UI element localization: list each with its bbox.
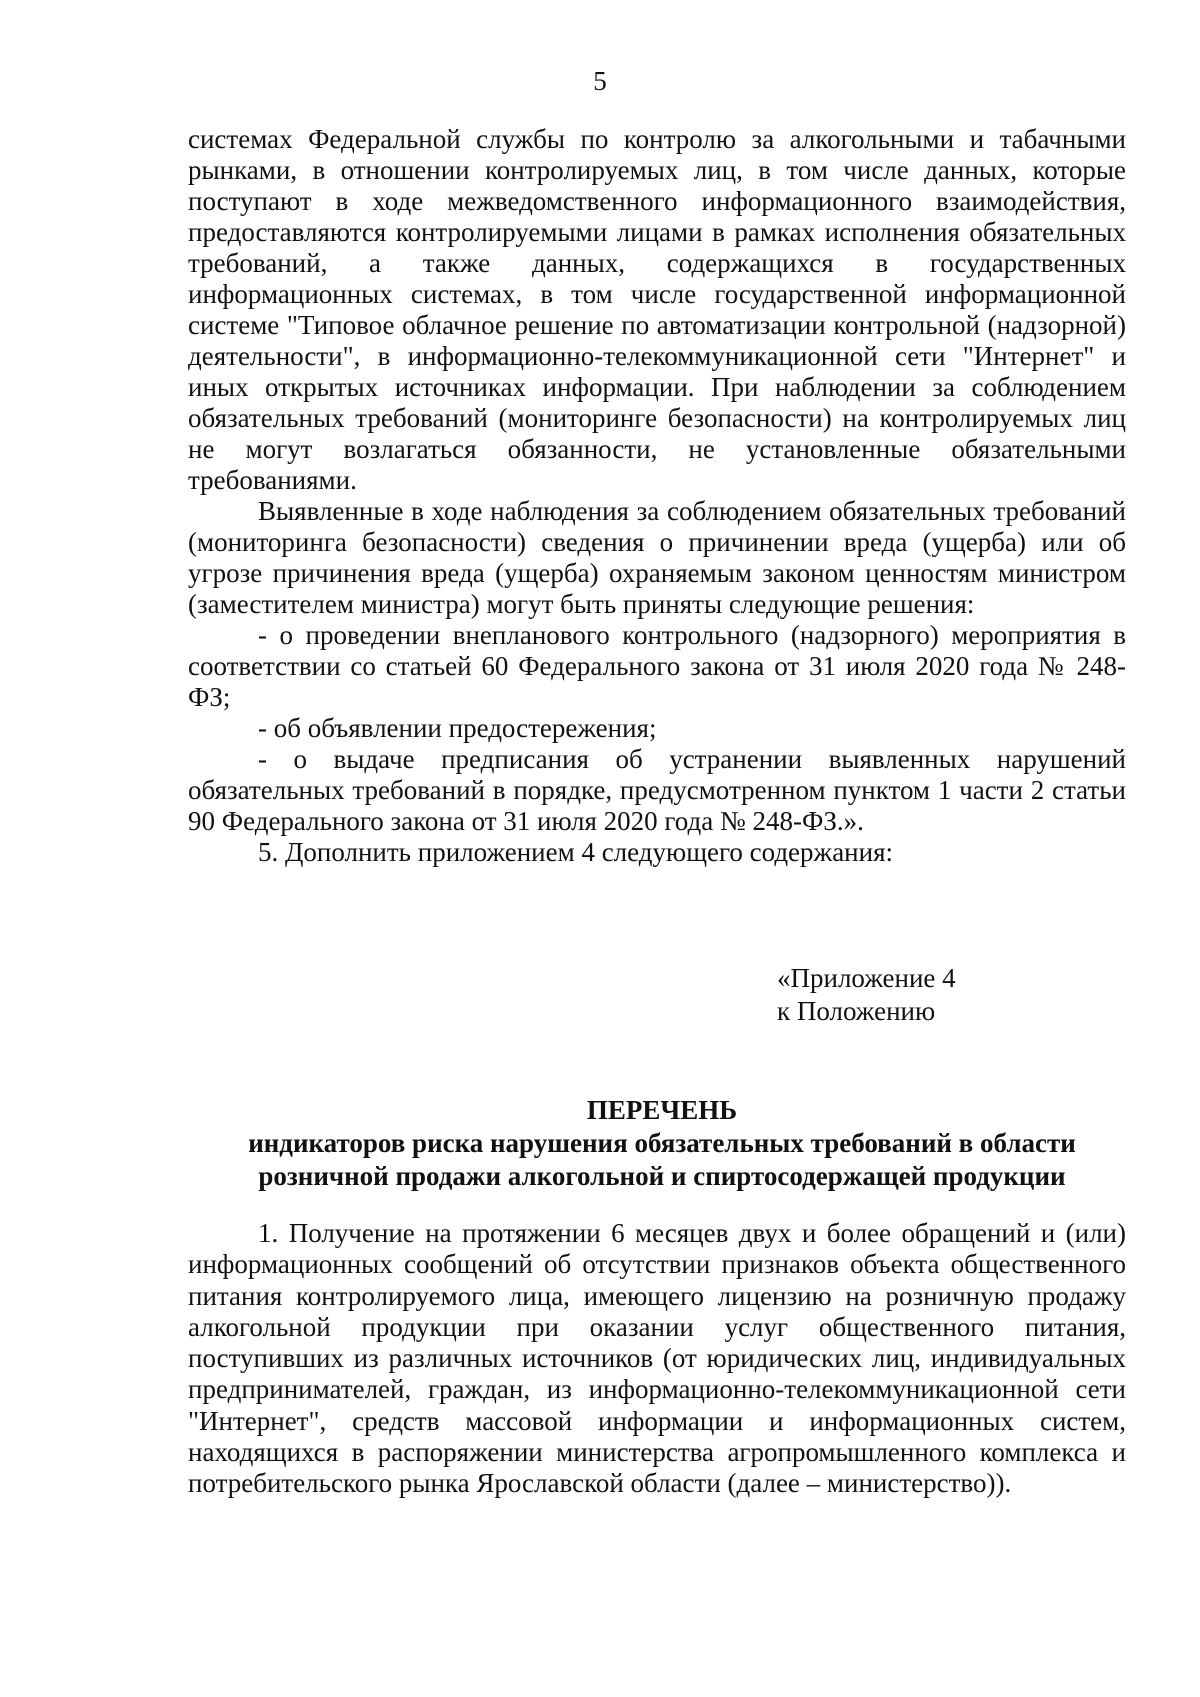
list-item-unscheduled-inspection: - о проведении внепланового контрольного (надзорного) мероприятия в соответствии со статьей 60 Федерального закона от 31 июля 2020 года № 248-ФЗ; [188, 620, 1126, 712]
indicator-item: 1. Получение на протяжении 6 месяцев двух и более обращений и (или) информационных сообщений об отсутствии признаков объекта общественного питания контролируемого лица, имеющего лицензию на розничную продажу алкогольной продукции при оказании услуг общественного питания, поступивших из различных источников (от юридических лиц, индивидуальных предпринимателей, граждан, из информационно-телекоммуникационной сети "Интернет", средств массовой информации и информационных систем, находящихся в распоряжении министерства агропромышленного комплекса и потребительского рынка Ярославской области (далее – министерство)). [188, 1218, 1126, 1499]
heading-subtitle-line: индикаторов риска нарушения обязательных требований в области [248, 1128, 1076, 1158]
indicators-list [188, 1218, 1126, 1500]
paragraph-amendment: 5. Дополнить приложением 4 следующего содержания: [258, 837, 894, 867]
heading-title: ПЕРЕЧЕНЬ [586, 1095, 738, 1125]
appendix-label-line: к Положению [777, 996, 936, 1026]
list-item-order: - о выдаче предписания об устранении выявленных нарушений обязательных требований в порядке, предусмотренном пунктом 1 части 2 статьи 90 Федерального закона от 31 июля 2020 года № 248-ФЗ.». [188, 744, 1126, 836]
body-text [188, 124, 1126, 868]
heading-subtitle-line: розничной продажи алкогольной и спиртосодержащей продукции [258, 1161, 1066, 1191]
document-heading [150, 1094, 1174, 1193]
paragraph-decisions: Выявленные в ходе наблюдения за соблюдением обязательных требований (мониторинга безопасности) сведения о причинении вреда (ущерба) или об угрозе причинения вреда (ущерба) охраняемым законом ценностям министром (заместителем министра) могут быть приняты следующие решения: [188, 496, 1126, 619]
list-item-warning: - об объявлении предостережения; [258, 713, 657, 743]
page-number: 5 [593, 66, 607, 96]
paragraph-continuation: системах Федеральной службы по контролю за алкогольными и табачными рынками, в отношении контролируемых лиц, в том числе данных, которые поступают в ходе межведомственного информационного взаимодействия, предоставляются контролируемыми лицами в рамках исполнения обязательных требований, а также данных, содержащихся в государственных информационных системах, в том числе государственной информационной системе "Типовое облачное решение по автоматизации контрольной (надзорной) деятельности", в информационно-телекоммуникационной сети "Интернет" и иных открытых источниках информации. При наблюдении за соблюдением обязательных требований (мониторинге безопасности) на контролируемых лиц не могут возлагаться обязанности, не установленные обязательными требованиями. [188, 124, 1126, 495]
appendix-label [777, 962, 956, 1028]
appendix-label-line: «Приложение 4 [777, 963, 956, 993]
